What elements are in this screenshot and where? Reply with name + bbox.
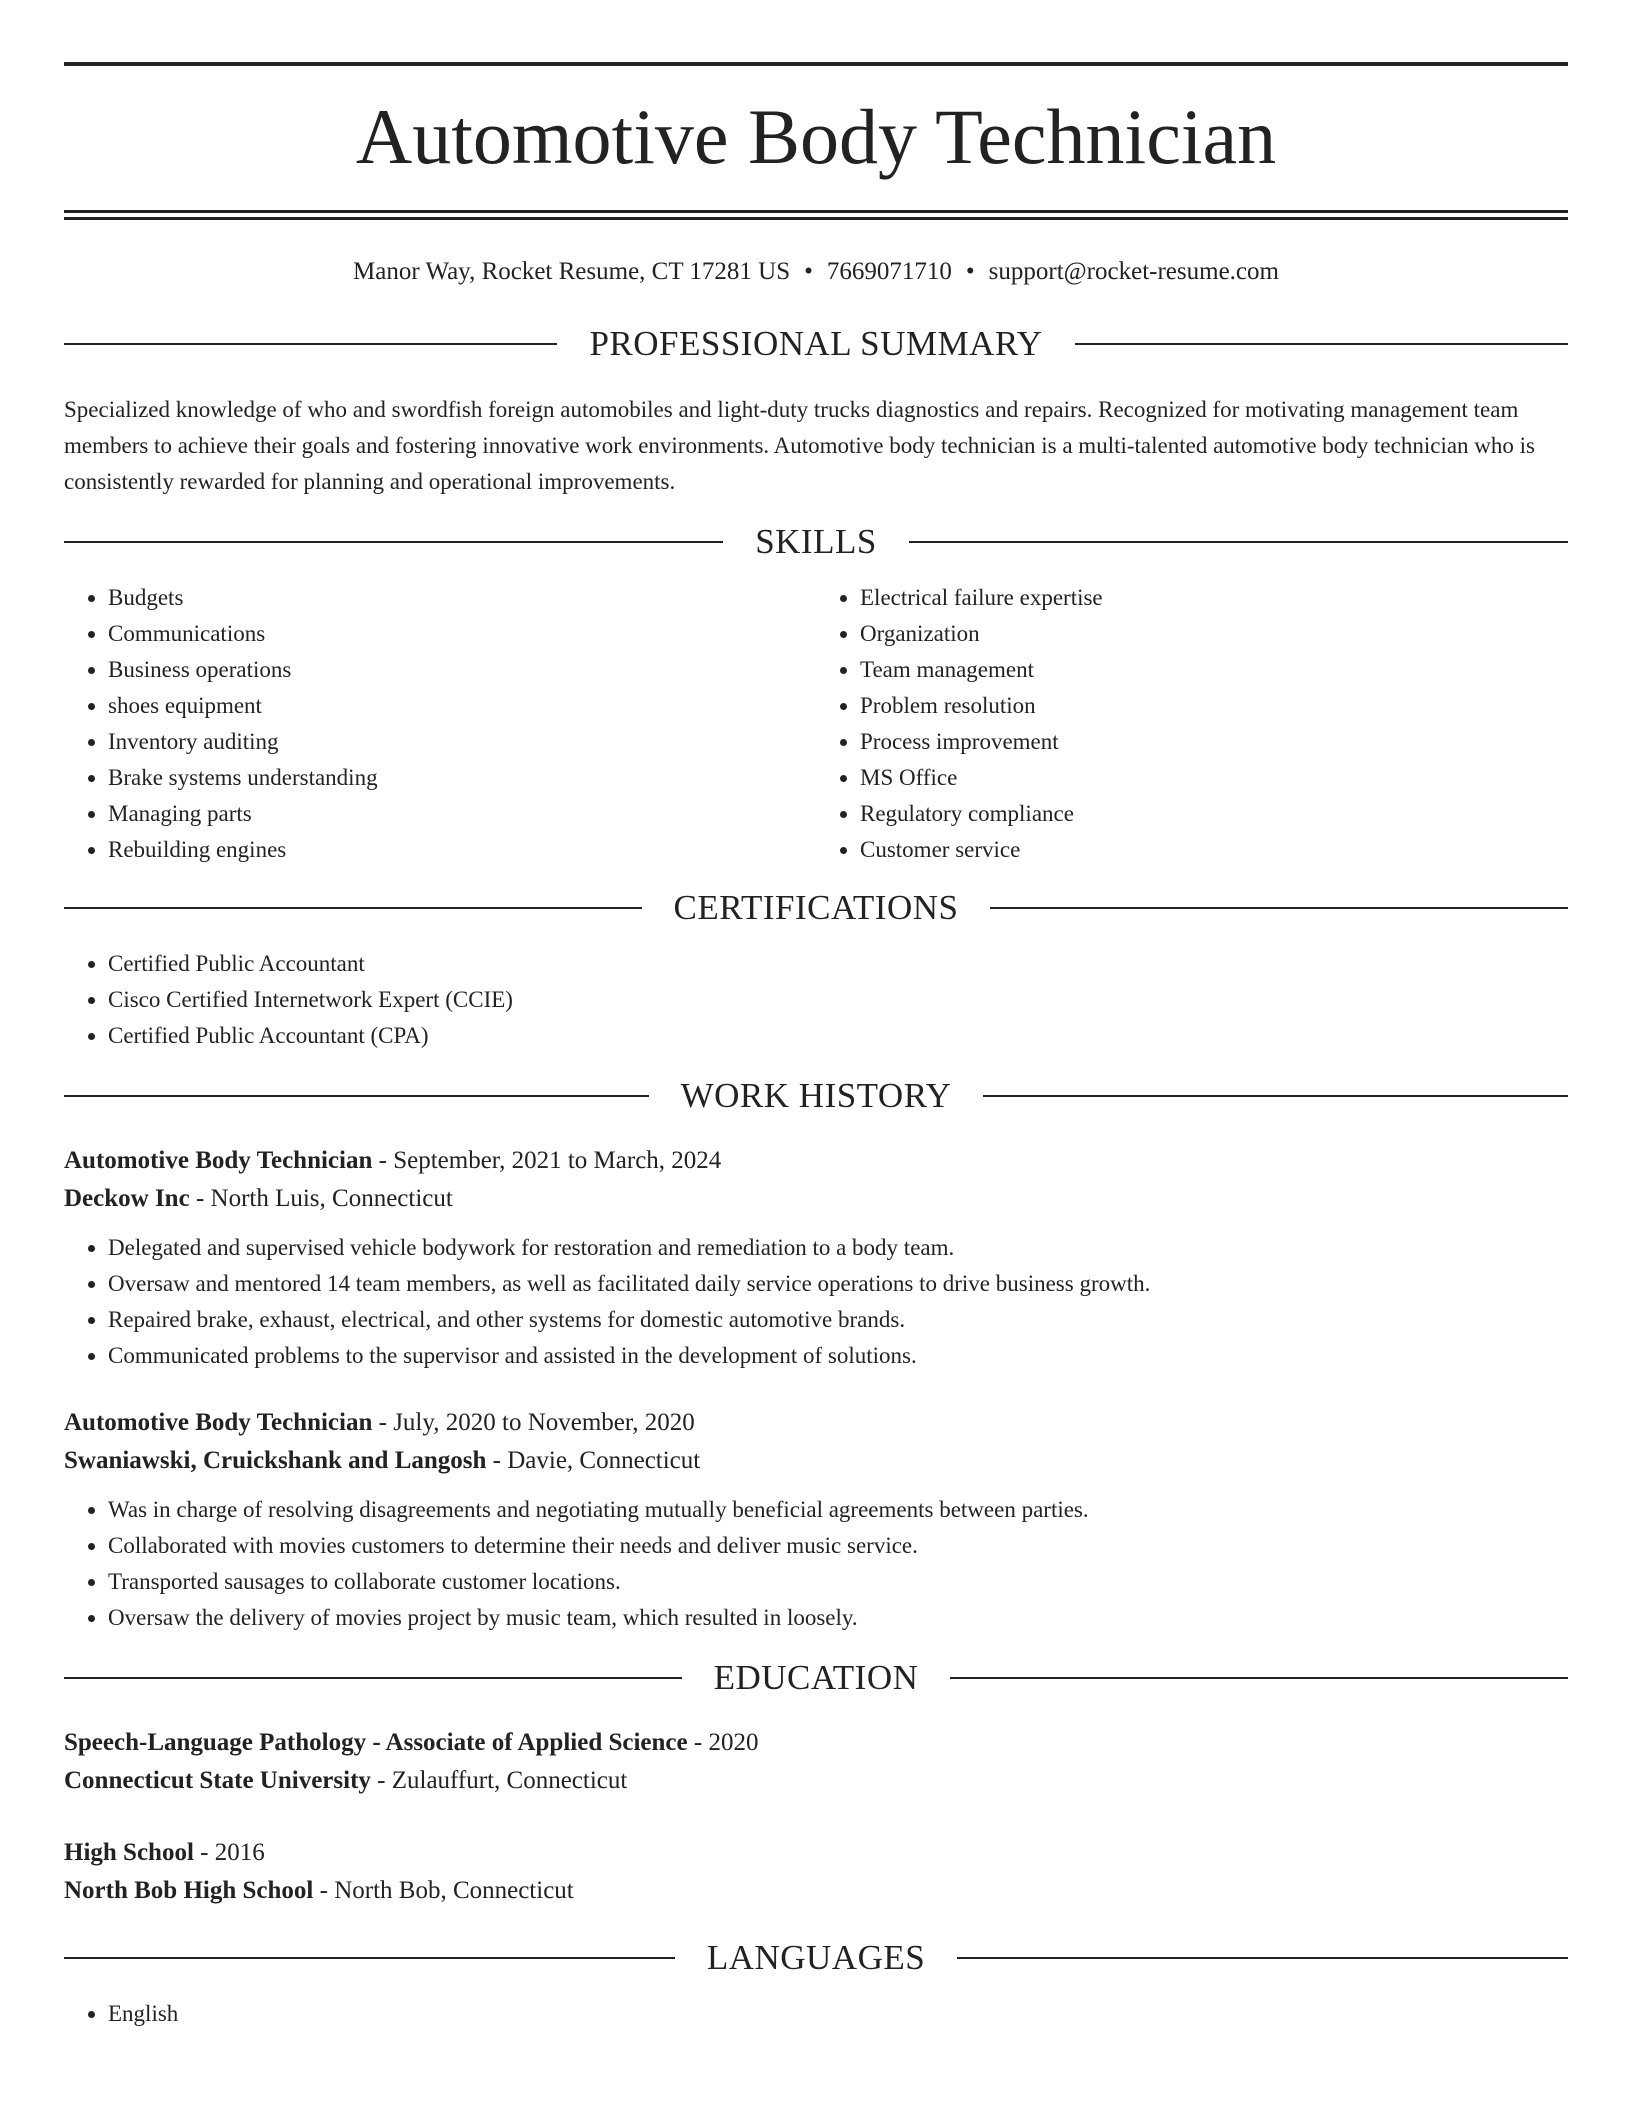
- education-entry: [64, 1724, 1568, 1800]
- job-bullet: • Oversaw and mentored 14 team members, as well as facilitated daily service operations to drive business growth.: [108, 1266, 1568, 1302]
- job-dates: July, 2020 to November, 2020: [393, 1409, 695, 1436]
- skill-item: • Budgets: [108, 580, 816, 616]
- section-title: SKILLS: [755, 522, 877, 561]
- work-history-list: [64, 1142, 1568, 1636]
- summary-text: Specialized knowledge of who and swordfish foreign automobiles and light-duty trucks diagnostics and repairs. Recognized for motivating management team members to achieve their goals and fostering innovative work environments. Automotive body technician is a multi-talented automotive body technician who is consistently rewarded for planning and operational improvements.: [64, 397, 1536, 494]
- education-degree: High School: [64, 1839, 194, 1866]
- top-rule: [64, 62, 1568, 66]
- skill-item: • Team management: [860, 652, 1568, 688]
- education-list: [64, 1724, 1568, 1910]
- skills-column-right: [816, 580, 1568, 868]
- resume-page: [64, 0, 1568, 2032]
- section-heading-work-history: [64, 1076, 1568, 1116]
- heading-rule-right: [909, 541, 1568, 543]
- contact-line: [64, 258, 1568, 286]
- languages-list: [64, 1996, 1568, 2032]
- job-bullet: • Communicated problems to the supervisor and assisted in the development of solutions.: [108, 1338, 1568, 1374]
- section-heading-education: [64, 1658, 1568, 1698]
- job-bullet: • Collaborated with movies customers to determine their needs and deliver music service.: [108, 1528, 1568, 1564]
- section-title: CERTIFICATIONS: [673, 888, 959, 927]
- skill-item: • Customer service: [860, 832, 1568, 868]
- section-title: WORK HISTORY: [680, 1076, 952, 1115]
- job-title: Automotive Body Technician: [64, 1147, 373, 1174]
- section-title: PROFESSIONAL SUMMARY: [589, 324, 1043, 363]
- job-bullet: • Oversaw the delivery of movies project by music team, which resulted in loosely.: [108, 1600, 1568, 1636]
- job-company-line: Swaniawski, Cruickshank and Langosh - Davie, Connecticut: [64, 1447, 701, 1474]
- section-heading-languages: [64, 1938, 1568, 1978]
- skill-item: • Inventory auditing: [108, 724, 816, 760]
- heading-rule-right: [1075, 343, 1568, 345]
- heading-rule-left: [64, 1095, 649, 1097]
- language-item: • English: [108, 1996, 1568, 2032]
- contact-separator: •: [804, 258, 813, 285]
- education-school: Connecticut State University: [64, 1767, 371, 1794]
- education-location: North Bob, Connecticut: [334, 1877, 574, 1904]
- heading-rule-left: [64, 343, 557, 345]
- job-company: Deckow Inc: [64, 1185, 190, 1212]
- job-title: Automotive Body Technician: [64, 1409, 373, 1436]
- education-year: 2020: [708, 1729, 759, 1756]
- heading-rule-left: [64, 541, 723, 543]
- section-title: LANGUAGES: [706, 1938, 926, 1977]
- skills-list: [64, 580, 1568, 868]
- job-title-line: Automotive Body Technician - September, 2021 to March, 2024: [64, 1147, 722, 1174]
- job-company-line: Deckow Inc - North Luis, Connecticut: [64, 1185, 453, 1212]
- job-entry: [64, 1404, 1568, 1636]
- job-entry: [64, 1142, 1568, 1374]
- title-double-rule: [64, 210, 1568, 220]
- heading-rule-right: [990, 907, 1568, 909]
- skill-item: • MS Office: [860, 760, 1568, 796]
- skill-item: • Business operations: [108, 652, 816, 688]
- skill-item: • Brake systems understanding: [108, 760, 816, 796]
- education-degree-line: Speech-Language Pathology - Associate of Applied Science - 2020: [64, 1729, 759, 1756]
- job-bullet: • Transported sausages to collaborate customer locations.: [108, 1564, 1568, 1600]
- job-location: Davie, Connecticut: [507, 1447, 701, 1474]
- section-heading-skills: [64, 522, 1568, 562]
- certifications-list: [64, 946, 1568, 1054]
- heading-rule-left: [64, 1677, 682, 1679]
- job-bullet: • Was in charge of resolving disagreements and negotiating mutually beneficial agreements between parties.: [108, 1492, 1568, 1528]
- skill-item: • Problem resolution: [860, 688, 1568, 724]
- heading-rule-left: [64, 907, 642, 909]
- contact-address: Manor Way, Rocket Resume, CT 17281 US: [353, 258, 791, 285]
- certification-item: • Certified Public Accountant (CPA): [108, 1018, 1568, 1054]
- education-entry: [64, 1834, 1568, 1910]
- education-location: Zulauffurt, Connecticut: [391, 1767, 628, 1794]
- job-bullets: [64, 1230, 1568, 1374]
- certification-item: • Cisco Certified Internetwork Expert (CCIE): [108, 982, 1568, 1018]
- job-bullet: • Delegated and supervised vehicle bodywork for restoration and remediation to a body team.: [108, 1230, 1568, 1266]
- contact-email: support@rocket-resume.com: [988, 258, 1279, 285]
- section-heading-summary: [64, 324, 1568, 364]
- skill-item: • Managing parts: [108, 796, 816, 832]
- skill-item: • Regulatory compliance: [860, 796, 1568, 832]
- job-company: Swaniawski, Cruickshank and Langosh: [64, 1447, 487, 1474]
- job-location: North Luis, Connecticut: [210, 1185, 453, 1212]
- certification-item: • Certified Public Accountant: [108, 946, 1568, 982]
- heading-rule-left: [64, 1957, 675, 1959]
- skill-item: • Rebuilding engines: [108, 832, 816, 868]
- heading-rule-right: [957, 1957, 1568, 1959]
- section-title: EDUCATION: [713, 1658, 919, 1697]
- heading-rule-right: [950, 1677, 1568, 1679]
- education-school: North Bob High School: [64, 1877, 314, 1904]
- education-school-line: Connecticut State University - Zulauffurt, Connecticut: [64, 1767, 628, 1794]
- section-heading-certifications: [64, 888, 1568, 928]
- skill-item: • Process improvement: [860, 724, 1568, 760]
- skills-column-left: [64, 580, 816, 868]
- job-bullets: [64, 1492, 1568, 1636]
- skill-item: • Communications: [108, 616, 816, 652]
- job-bullet: • Repaired brake, exhaust, electrical, and other systems for domestic automotive brands.: [108, 1302, 1568, 1338]
- contact-phone: 7669071710: [826, 258, 952, 285]
- education-degree: Speech-Language Pathology - Associate of Applied Science: [64, 1729, 688, 1756]
- contact-separator: •: [965, 258, 975, 285]
- resume-title: Automotive Body Technician: [355, 93, 1277, 180]
- skill-item: • Organization: [860, 616, 1568, 652]
- skill-item: • Electrical failure expertise: [860, 580, 1568, 616]
- job-dates: September, 2021 to March, 2024: [393, 1147, 722, 1174]
- education-year: 2016: [214, 1839, 265, 1866]
- education-school-line: North Bob High School - North Bob, Connecticut: [64, 1877, 574, 1904]
- skill-item: • shoes equipment: [108, 688, 816, 724]
- heading-rule-right: [983, 1095, 1568, 1097]
- job-title-line: Automotive Body Technician - July, 2020 to November, 2020: [64, 1409, 695, 1436]
- education-degree-line: High School - 2016: [64, 1839, 265, 1866]
